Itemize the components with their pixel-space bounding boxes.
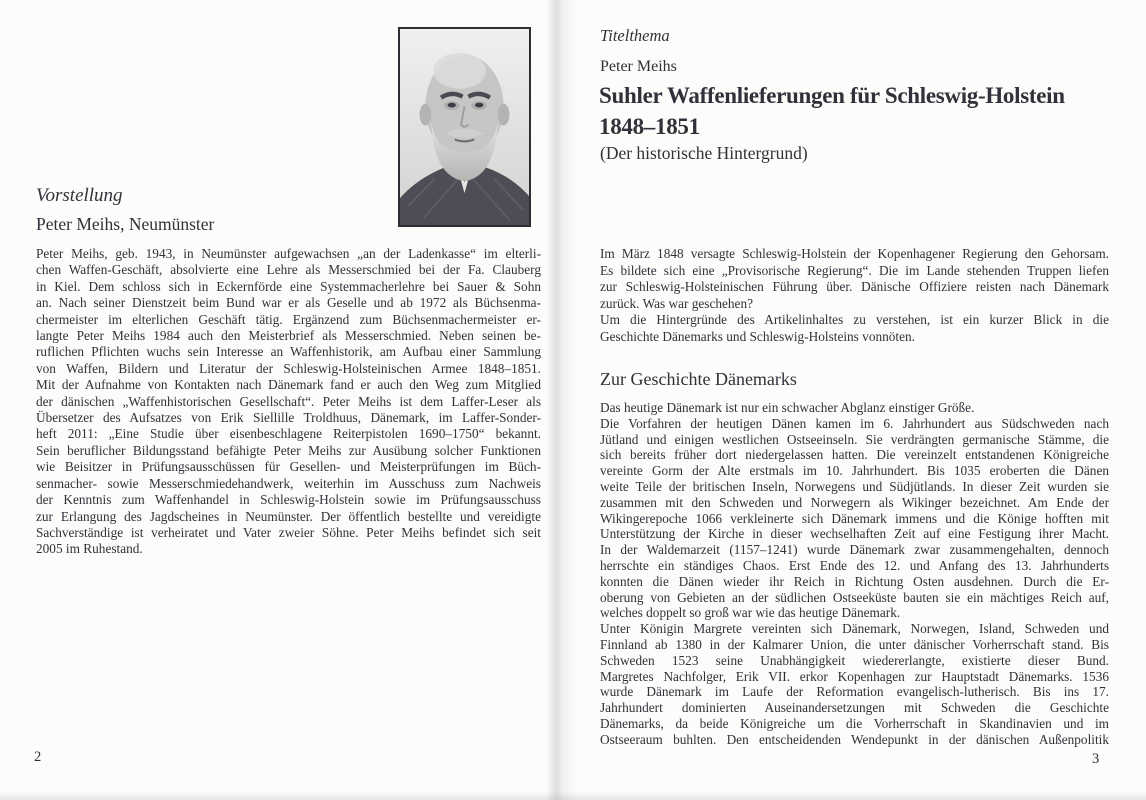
text-line: oberung von Gebieten an der südlichen Ostseeküste bauten sie ein mächtiges Reich auf, [600, 589, 1109, 605]
article-subtitle: (Der historische Hintergrund) [600, 143, 808, 163]
article-intro-text [600, 246, 1109, 346]
text-line: wie Beisitzer in Prüfungsausschüssen für Gesellen- und Meisterprüfungen im Büch- [36, 459, 541, 475]
text-line: der Kenntnis zum Waffenhandel in Schleswig-Holstein sowie im Prüfungsausschuss [36, 492, 541, 508]
text-line: Jahrhundert dominierten Auseinandersetzungen mit Schweden die Geschichte [600, 700, 1109, 716]
paragraph [600, 312, 1109, 345]
text-line: Es bildete sich eine „Provisorische Regierung“. Die im Lande stehenden Truppen liefen [600, 262, 1109, 278]
text-line: sich bereits früher dort niedergelassen hatten. Die vereinzelt entstandenen Königreiche [600, 447, 1109, 463]
section-body-text [600, 400, 1109, 748]
text-line: Übersetzer des Aufsatzes von Erik Siellille Troldhuus, Dänemark, im Laffer-Sonder- [36, 410, 541, 426]
paragraph [600, 416, 1109, 621]
biography-text [36, 246, 541, 558]
text-line: Sein beruflicher Bildungsstand befähigte Peter Meihs zur Ausübung solcher Funktionen [36, 442, 541, 458]
text-line: weite Teile der britischen Inseln, Norwegens und Südjütlands. In dieser Zeit wurden sie [600, 478, 1109, 494]
text-line: Um die Hintergründe des Artikelinhaltes zu verstehen, ist ein kurzer Blick in die [600, 312, 1109, 328]
kicker-label: Titelthema [600, 26, 670, 45]
text-line: chen Waffen-Geschäft, absolvierte eine Lehre als Messerschmied bei der Fa. Clauberg [36, 262, 541, 278]
article-title-line1: Suhler Waffenlieferungen für Schleswig-Holstein [599, 83, 1065, 108]
scan-edge-shadow [0, 791, 1146, 800]
text-line: Schweden 1523 seine Unabhängigkeit wiedererlangte, existierte dieser Bund. [600, 652, 1109, 668]
text-line: an. Nach seiner Dienstzeit beim Bund war er als Geselle und ab 1972 als Büchsenma- [36, 295, 541, 311]
text-line: Mit der Aufnahme von Kontakten nach Dänemark fand er auch den Weg zum Mitglied [36, 377, 541, 393]
text-line: vereinte Gorm der Alte erstmals im 10. Jahrhundert. Bis 1035 eroberten die Dänen [600, 463, 1109, 479]
text-line: Unter Königin Margrete vereinten sich Dänemark, Norwegen, Island, Schweden und [600, 621, 1109, 637]
text-line: in Kiel. Dem schloss sich in Eckernförde eine Systemmacherlehre bei Sauer & Sohn [36, 278, 541, 294]
author-heading: Peter Meihs, Neumünster [36, 214, 215, 234]
paragraph [36, 246, 541, 558]
text-line: herrschte ein ständiges Chaos. Erst Ende des 12. und Anfang des 13. Jahrhunderts [600, 557, 1109, 573]
text-line: welches doppelt so groß war wie das heutige Dänemark. [600, 605, 901, 621]
page-gutter-shadow [546, 0, 578, 800]
portrait-photo-illustration [400, 29, 529, 225]
text-line: von Waffen, Bildern und Literatur der Schleswig-Holsteinischen Armee 1848–1851. [36, 360, 541, 376]
text-line: senmacher- sowie Messerschmiedehandwerk, weiterhin im Ausschuss zum Nachweis [36, 475, 541, 491]
text-line: Das heutige Dänemark ist nur ein schwacher Abglanz einstiger Größe. [600, 400, 975, 415]
text-line: zur Schleswig-Holsteinischen Führung über. Dänische Offiziere reisten nach Dänemark [600, 279, 1109, 295]
page-number-left: 2 [34, 749, 42, 765]
page-number-right: 3 [1092, 751, 1100, 767]
text-line: Finnland ab 1380 in der Kalmarer Union, die unter dänischer Vorherrschaft stand. Bis [600, 636, 1109, 652]
text-line: wurde Dänemark im Laufe der Reformation evangelisch-lutherisch. Bis ins 17. [600, 684, 1109, 700]
article-title-line2: 1848–1851 [599, 114, 700, 139]
article-title [599, 80, 1065, 142]
text-line: zurück. Was war geschehen? [600, 295, 754, 311]
text-line: ruflichen Pflichten wuchs sein Interesse an Waffenhistorik, am Aufbau einer Sammlung [36, 344, 541, 360]
paragraph [600, 400, 1109, 416]
text-line: zur Erlangung des Jagdscheines in Neumünster. Der öffentlich bestellte und vereidigte [36, 508, 541, 524]
text-line: Sachverständige ist verheiratet und Vater zweier Söhne. Peter Meihs befindet sich seit [36, 524, 541, 540]
text-line: heft 2011: „Eine Studie über eisenbeschlagene Reiterpistolen 1690–1750“ bekannt. [36, 426, 541, 442]
portrait-photo [398, 27, 531, 227]
text-line: Dänemarks, da beide Königreiche um die Vorherrschaft in Skandinavien und im [600, 715, 1109, 731]
text-line: 2005 im Ruhestand. [36, 541, 143, 557]
text-line: In der Waldemarzeit (1157–1241) wurde Dänemark zwar zusammengehalten, dennoch [600, 542, 1109, 558]
text-line: Jütland und einigen westlichen Ostseeinseln. Sie verdrängten germanische Stämme, die [600, 431, 1109, 447]
text-line: konnten die Dänen wieder ihr Reich in Richtung Osten ausdehnen. Durch die Er- [600, 573, 1109, 589]
text-line: Ostseeraum buhlten. Den entscheidenden Wendepunkt in der dänischen Außenpolitik [600, 731, 1109, 747]
text-line: Geschichte Dänemarks und Schleswig-Holsteins vonnöten. [600, 328, 915, 344]
paragraph [600, 621, 1109, 747]
text-line: zusammen mit den Schweden und Norwegern als Wikinger bezeichnet. Am Ende der [600, 494, 1109, 510]
section-heading: Zur Geschichte Dänemarks [600, 369, 797, 389]
text-line: chermeister im elterlichen Geschäft tätig. Ergänzend zum Büchsenmachermeister er- [36, 311, 541, 327]
text-line: langte Peter Meihs 1984 auch den Meisterbrief als Messerschmied. Neben seinen be- [36, 328, 541, 344]
text-line: der dänischen „Waffenhistorischen Gesellschaft“. Peter Meihs ist dem Laffer-Leser als [36, 393, 541, 409]
text-line: Wikingerepoche 1066 verkleinerte sich Dänemark immens und die Könige hofften mit [600, 510, 1109, 526]
paragraph [600, 246, 1109, 312]
text-line: Unterstützung der Kirche in dieser wechselhaften Zeit auf eine Festigung ihrer Macht. [600, 526, 1109, 542]
text-line: Im März 1848 versagte Schleswig-Holstein der Kopenhagener Regierung den Gehorsam. [600, 246, 1109, 261]
article-author: Peter Meihs [600, 58, 677, 75]
section-label: Vorstellung [36, 185, 123, 206]
text-line: Die Vorfahren der heutigen Dänen kamen im 6. Jahrhundert aus Südschweden nach [600, 415, 1109, 431]
text-line: Peter Meihs, geb. 1943, in Neumünster aufgewachsen „an der Ladenkasse“ im elterli- [36, 246, 541, 261]
text-line: Margretes Nachfolger, Erik VII. erkor Kopenhagen zur Hauptstadt Dänemarks. 1536 [600, 668, 1109, 684]
